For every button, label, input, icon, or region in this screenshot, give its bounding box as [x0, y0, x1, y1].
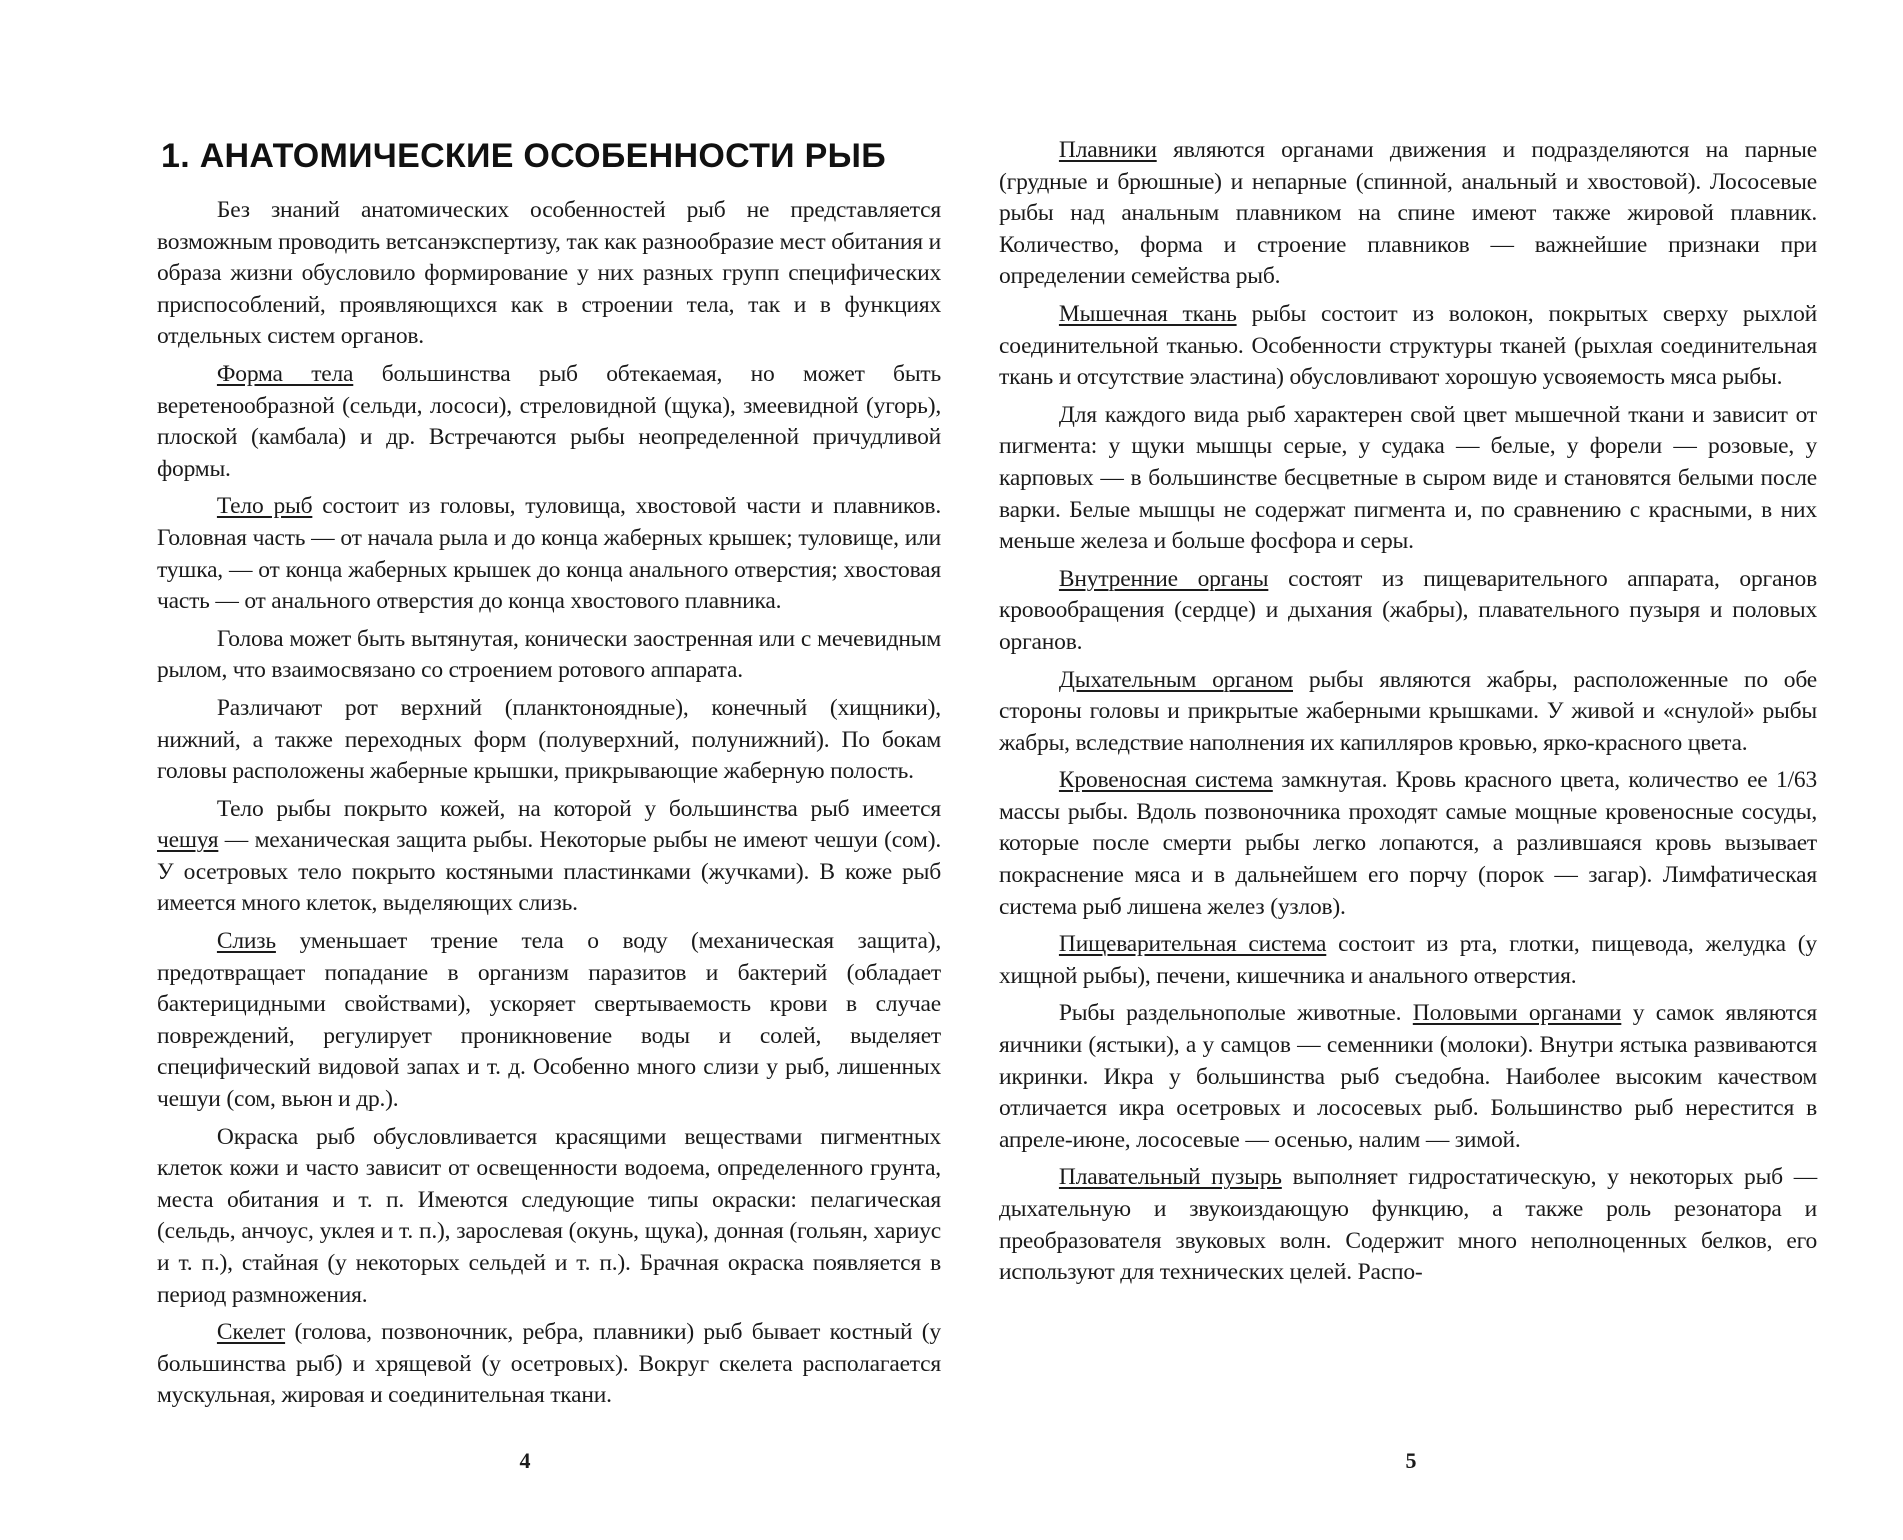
paragraph-muscle-color — [999, 400, 1817, 558]
paragraph-reproductive — [999, 998, 1817, 1156]
term-mucus: Слизь — [216, 928, 276, 955]
paragraph-body-shape — [157, 359, 941, 485]
paragraph-internal-organs — [999, 564, 1817, 659]
paragraph-text: Для каждого вида рыб характерен свой цвет мышечной ткани и зависит от пигмента: у щуки мышцы серые, у судака — белые, у форели — розовые, у карповых — в большинстве бесцветные в сыром виде и становятся белыми после варки. Белые мышцы не содержат пигмента и, по сравнению с красными, в них меньше железа и больше фосфора и серы. — [999, 401, 1817, 555]
paragraph-fins — [999, 135, 1817, 293]
paragraph-text: состоят из пищеварительного аппарата, органов кровообращения (сердце) и дыхания (жабры), плавательного пузыря и половых органов. — [999, 565, 1817, 655]
paragraph-text: Различают рот верхний (планктоноядные), конечный (хищники), нижний, а также переходных форм (полуверхний, полунижний). По бокам головы расположены жаберные крышки, прикрывающие жаберную полость. — [157, 694, 941, 785]
paragraph-digestive — [999, 929, 1817, 992]
paragraph-text: Рыбы раздельнополые животные. — [1058, 1000, 1413, 1027]
term-circulatory-system: Кровеносная система — [1058, 767, 1273, 794]
term-scales: чешуя — [157, 827, 219, 854]
right-page-column — [999, 135, 1817, 1289]
paragraph-text: Без знаний анатомических особенностей рыб не представляется возможным проводить ветсанэкспертизу, так как разнообразие мест обитания и образа жизни обусловило формирование у них разных групп специфических приспособлений, проявляющихся как в строении тела, так и в функциях отдельных систем органов. — [157, 197, 941, 350]
paragraph-coloring — [157, 1122, 941, 1312]
chapter-title: 1. АНАТОМИЧЕСКИЕ ОСОБЕННОСТИ РЫБ — [161, 137, 886, 175]
term-swim-bladder: Плавательный пузырь — [1058, 1164, 1282, 1191]
paragraph-text: большинства рыб обтекаемая, но может быть веретенообразной (сельди, лососи), стреловидной (щука), змеевидной (угорь), плоской (камбала) и др. Встречаются рыбы неопределенной причудливой формы. — [157, 360, 941, 482]
paragraph-text: (голова, позвоночник, ребра, плавники) рыб бывает костный (у большинства рыб) и хрящевой (у осетровых). Вокруг скелета располагается мускульная, жировая и соединительная ткани. — [157, 1319, 941, 1409]
paragraph-skin — [157, 794, 941, 920]
term-internal-organs: Внутренние органы — [1058, 565, 1269, 592]
term-skeleton: Скелет — [216, 1319, 286, 1346]
paragraph-text: Окраска рыб обусловливается красящими веществами пигментных клеток кожи и часто зависит от освещенности водоема, определенного грунта, места обитания и т. п. Имеются следующие типы окраски: пелагическая (сельдь, анчоус, уклея и т. п.), зарослевая (окунь, щука), донная (гольян, хариус и т. п.), стайная (у некоторых сельдей и т. п.). Брачная окраска появляется в период размножения. — [157, 1123, 941, 1308]
term-fish-body: Тело рыб — [216, 493, 313, 520]
term-reproductive-organs: Половыми органами — [1412, 1000, 1622, 1027]
term-muscle-tissue: Мышечная ткань — [1058, 300, 1237, 327]
paragraph-head — [157, 624, 941, 687]
paragraph-text: состоит из рта, глотки, пищевода, желудка (у хищной рыбы), печени, кишечника и анального отверстия. — [999, 931, 1817, 989]
paragraph-text: выполняет гидростатическую, у некоторых рыб — дыхательную и звукоиздающую функцию, а также роль резонатора и преобразователя звуковых волн. Содержит много неполноценных белков, его используют для технических целей. Распо- — [999, 1164, 1818, 1286]
term-digestive-system: Пищеварительная система — [1058, 931, 1327, 958]
paragraph-text: Голова может быть вытянутая, конически заостренная или с мечевидным рылом, что взаимосвязано со строением ротового аппарата. — [157, 625, 941, 684]
paragraph-intro — [157, 195, 941, 353]
paragraph-body-parts — [157, 491, 941, 617]
paragraph-muscle — [999, 299, 1817, 394]
paragraph-text: рыбы состоит из волокон, покрытых сверху рыхлой соединительной тканью. Особенности структуры тканей (рыхлая соединительная ткань и отсутствие эластина) обусловливают хорошую усвояемость мяса рыбы. — [999, 300, 1817, 391]
page-number-left: 4 — [519, 1448, 531, 1473]
paragraph-text: состоит из головы, туловища, хвостовой части и плавников. Головная часть — от начала рыла и до конца жаберных крышек; туловище, или тушка, — от конца жаберных крышек до конца анального отверстия; хвостовая часть — от анального отверстия до конца хвостового плавника. — [157, 493, 942, 615]
paragraph-respiratory — [999, 665, 1817, 760]
paragraph-mouth — [157, 693, 941, 788]
left-page — [0, 0, 951, 1540]
paragraph-text: являются органами движения и подразделяются на парные (грудные и брюшные) и непарные (спинной, анальный и хвостовой). Лососевые рыбы над анальным плавником на спине имеют также жировой плавник. Количество, форма и строение плавников — важнейшие признаки при определении семейства рыб. — [999, 137, 1817, 290]
paragraph-text: уменьшает трение тела о воду (механическая защита), предотвращает попадание в организм паразитов и бактерий (обладает бактерицидными свойствами), ускоряет свертываемость крови в случае повреждений, регулирует проникновение воды и солей, выделяет специфический видовой запах и т. д. Особенно много слизи у рыб, лишенных чешуи (сом, вьюн и др.). — [157, 928, 941, 1113]
paragraph-text: Тело рыбы покрыто кожей, на которой у большинства рыб имеется — [216, 795, 941, 822]
page-number-right: 5 — [1405, 1448, 1417, 1473]
paragraph-circulatory — [999, 765, 1817, 923]
paragraph-text: у самок являются яичники (ястыки), а у самцов — семенники (молоки). Внутри ястыка развиваются икринки. Икра у большинства рыб съедобна. Наиболее высоким качеством отличается икра осетровых и лососевых рыб. Большинство рыб нерестится в апреле-июне, лососевые — осенью, налим — зимой. — [999, 1000, 1817, 1153]
paragraph-swim-bladder — [999, 1162, 1817, 1288]
paragraph-text: рыбы являются жабры, расположенные по обе стороны головы и прикрытые жаберными крышками. У живой и «снулой» рыбы жабры, вследствие наполнения их капилляров кровью, ярко-красного цвета. — [999, 666, 1818, 756]
paragraph-text: замкнутая. Кровь красного цвета, количество ее 1/63 массы рыбы. Вдоль позвоночника проходят самые мощные кровеносные сосуды, которые после смерти рыбы легко лопаются, а разлившаяся кровь вызывает покраснение мяса и в дальнейшем его порчу (порок — загар). Лимфатическая система рыб лишена желез (узлов). — [999, 767, 1817, 920]
right-page — [951, 0, 1903, 1540]
paragraph-skeleton — [157, 1317, 941, 1412]
term-respiratory-organ: Дыхательным органом — [1058, 666, 1293, 693]
term-body-shape: Форма тела — [216, 360, 354, 387]
term-fins: Плавники — [1058, 137, 1157, 163]
left-page-column — [157, 135, 941, 1412]
paragraph-text: — механическая защита рыбы. Некоторые рыбы не имеют чешуи (сом). У осетровых тело покрыто костяными пластинками (жучками). В коже рыб имеется много клеток, выделяющих слизь. — [157, 827, 941, 917]
paragraph-mucus — [157, 926, 941, 1116]
